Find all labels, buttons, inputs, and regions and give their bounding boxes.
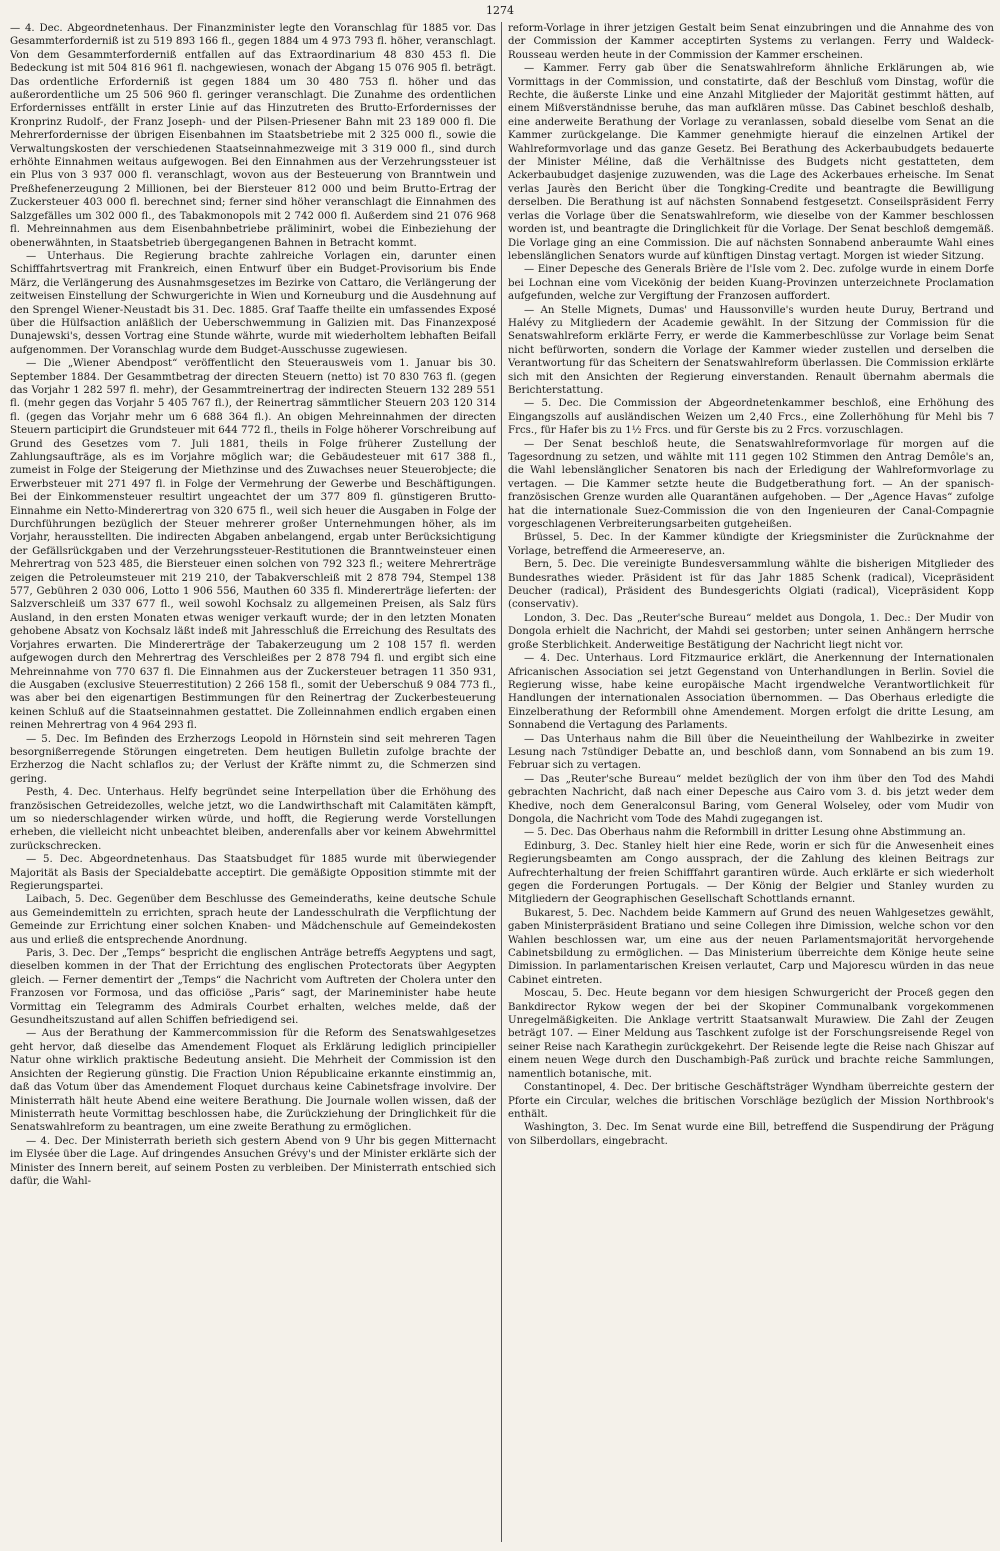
news-paragraph: Bern, 5. Dec. Die vereinigte Bundesversammlung wählte die bisherigen Mitglieder des Bundesrathes wieder. Präsident ist für das Jahr 1885 Schenk (radical), Vicepräsident Deucher (radical), Präsident des Bundesgerichts Olgiati (radical), Vicepräsident Kopp (conservativ). (508, 559, 994, 611)
news-paragraph: Laibach, 5. Dec. Gegenüber dem Beschlusse des Gemeinderaths, keine deutsche Schule aus Gemeindemitteln zu errichten, sprach heute der Landesschulrath die Verpflichtung der Gemeinde zur Errichtung einer solchen Knaben- und Mädchenschule auf Gemeindekosten aus und erließ die entsprechende Anordnung. (10, 894, 496, 946)
news-paragraph: — 5. Dec. Das Oberhaus nahm die Reformbill in dritter Lesung ohne Abstimmung an. (524, 827, 966, 839)
news-paragraph: London, 3. Dec. Das „Reuter'sche Bureau“ meldet aus Dongola, 1. Dec.: Der Mudir von Dongola erhielt die Nachricht, der Mahdi sei gestorben; unter seinen Anhängern herrsche große Sterblichkeit. Anderweitige Bestätigung der Nachricht liegt nicht vor. (508, 612, 994, 651)
news-paragraph: — 5. Dec. Abgeordnetenhaus. Das Staatsbudget für 1885 wurde mit überwiegender Majorität als Basis der Specialdebatte acceptirt. Die gemäßigte Opposition stimmte mit der Regierungspartei. (10, 854, 496, 892)
news-paragraph: Pesth, 4. Dec. Unterhaus. Helfy begründet seine Interpellation über die Erhöhung des französischen Getreidezolles, welche jetzt, wo die Landwirthschaft mit Calamitäten kämpft, um so niederschlagender wirken würde, und hofft, die Regierung werde Vorstellungen erheben, die vielleicht nicht unbeachtet bleiben, anderenfalls aber vor keinem Abwehrmittel zurückschrecken. (10, 787, 496, 852)
right-column (508, 22, 994, 1542)
news-paragraph: Paris, 3. Dec. Der „Temps“ bespricht die englischen Anträge betreffs Aegyptens und sagt, dieselben kommen in der That der Errichtung des englischen Protectorats über Aegypten gleich. — Ferner dementirt der „Temps“ die Nachricht vom Auftreten der Cholera unter den Franzosen vor Formosa, und das officiöse „Paris“ sagt, der Marineminister habe heute Vormittag ein Telegramm des Admirals Courbet erhalten, welches melde, daß der Gesundheitszustand auf allen Schiffen befriedigend sei. (10, 948, 496, 1027)
news-paragraph: — Die „Wiener Abendpost“ veröffentlicht den Steuerausweis vom 1. Januar bis 30. September 1884. Der Gesammtbetrag der directen Steuern (netto) ist 70 830 763 fl. (gegen das Vorjahr 1 282 597 fl. mehr), der Gesammtreinertrag der indirecten Steuern 132 289 551 fl. (mehr gegen das Vorjahr 5 405 767 fl.), der Reinertrag sämmtlicher Steuern 203 120 314 fl. (gegen das Vorjahr mehr um 6 688 364 fl.). An obigen Mehreinnahmen der directen Steuern participirt die Grundsteuer mit 644 772 fl., theils in Folge höherer Vorschreibung auf Grund des Gesetzes vom 7. Juli 1881, theils in Folge früherer Zustellung der Zahlungsaufträge, als es im Vorjahre möglich war; die Gebäudesteuer mit 617 388 fl., zumeist in Folge der Steigerung der Miethzinse und des Zuwachses neuer Steuerobjecte; die Erwerbsteuer mit 271 497 fl. in Folge der Vermehrung der Gewerbe und Beschäftigungen. Bei der Einkommensteuer resultirt ungeachtet der um 377 809 fl. günstigeren Brutto-Einnahme ein Netto-Minderertrag von 320 675 fl., weil sich heuer die Ausgaben in Folge der Durchführungen bezüglich der Steuer mehrerer großer Unternehmungen höher, als im Vorjahr, herausstellten. Die indirecten Abgaben anbelangend, ergab unter Berücksichtigung der Gefällsrückgaben und der Verzehrungssteuer-Restitutionen die Branntweinsteuer einen Mehrertrag von 523 485, die Biersteuer einen solchen von 792 323 fl.; weitere Mehrerträge zeigen die Petroleumsteuer mit 219 210, der Tabakverschleiß mit 2 878 794, Stempel 138 577, Gebühren 2 030 006, Lotto 1 906 556, Mauthen 60 335 fl. Mindererträge lieferten: der Salzverschleiß um 337 677 fl., weil sowohl Kochsalz zu allgemeinen Preisen, als Salz fürs Ausland, in den ersten Monaten etwas weniger verkauft wurde; der in den letzten Monaten gehobene Absatz von Kochsalz läßt indeß mit Jahresschluß die Erreichung des Resultats des Vorjahres erwarten. Die Mindererträge der Tabakerzeugung um 2 108 157 fl. werden aufgewogen durch den Mehrertrag des Verschleißes per 2 878 794 fl. und ergibt sich eine Mehreinnahme von 770 637 fl. Die Einnahmen aus der Zuckersteuer betragen 11 350 931, die Ausgaben (exclusive Steuerrestitution) 2 266 158 fl., somit der Ueberschuß 9 084 773 fl., was aber bei den eigenartigen Bestimmungen für den Reinertrag der Zuckerbesteuerung keinen Schluß auf die Staatseinnahmen gestattet. Die Zolleinnahmen endlich ergaben einen reinen Mehrertrag von 4 964 293 fl. (10, 358, 496, 732)
news-paragraph: — 4. Dec. Unterhaus. Lord Fitzmaurice erklärt, die Anerkennung der Internationalen Africanischen Association sei jetzt Gegenstand von Unterhandlungen in Berlin. Soviel die Regierung wisse, habe keine europäische Macht irgendwelche Verantwortlichkeit für Handlungen der internationalen Association übernommen. — Das Oberhaus erledigte die Einzelberathung der Reformbill ohne Amendement. Morgen erfolgt die dritte Lesung, am Sonnabend die Vertagung des Parlaments. (508, 653, 994, 732)
news-paragraph: Constantinopel, 4. Dec. Der britische Geschäftsträger Wyndham überreichte gestern der Pforte ein Circular, welches die britischen Vorschläge bezüglich der Mission Northbrook's enthält. (508, 1082, 994, 1120)
news-paragraph: — Das Unterhaus nahm die Bill über die Neueintheilung der Wahlbezirke in zweiter Lesung nach 7stündiger Debatte an, und beschloß dann, vom Sonnabend an bis zum 19. Februar sich zu vertagen. (508, 733, 994, 772)
news-paragraph: Bukarest, 5. Dec. Nachdem beide Kammern auf Grund des neuen Wahlgesetzes gewählt, gaben Ministerpräsident Bratiano und seine Collegen ihre Dimission, welche schon vor den Wahlen beschlossen war, um eine aus der neuen Parlamentsmajorität hervorgehende Cabinetsbildung zu ermöglichen. — Das Ministerium überreichte dem Könige heute seine Dimission. In parlamentarischen Kreisen verlautet, Carp und Majorescu würden in das neue Cabinet eintreten. (508, 907, 994, 986)
news-paragraph: — 4. Dec. Der Ministerrath berieth sich gestern Abend von 9 Uhr bis gegen Mitternacht im Elysée über die Lage. Auf dringendes Ansuchen Grévy's und der Minister erklärte sich der Minister des Innern bereit, auf seinem Posten zu verbleiben. Der Ministerrath entschied sich dafür, die Wahl- (10, 1135, 496, 1187)
news-paragraph: — Kammer. Ferry gab über die Senatswahlreform ähnliche Erklärungen ab, wie Vormittags in der Commission, und constatirte, daß der Beschluß vom Dinstag, wofür die Rechte, die äußerste Linke und eine Anzahl Mitglieder der Majorität gestimmt hätten, auf einem Mißverständnisse beruhe, das man aufklären müsse. Das Cabinet beschloß deshalb, eine anderweite Berathung der Vorlage zu veranlassen, sobald dieselbe vom Senat an die Kammer zurückgelange. Die Kammer genehmigte hierauf die einzelnen Artikel der Wahlreformvorlage und das ganze Gesetz. Bei Berathung des Ackerbaubudgets bedauerte der Minister Méline, daß die Verhältnisse des Budgets nicht gestatteten, dem Ackerbaubudget dasjenige zuzuwenden, was die Lage des Ackerbaues erheische. Im Senat verlas Jaurès den Bericht über die Tongking-Credite und beantragte die Bewilligung derselben. Die Berathung ist auf nächsten Sonnabend festgesetzt. Conseilspräsident Ferry verlas die Vorlage über die Senatswahlreform, wie dieselbe von der Kammer beschlossen worden ist, und beantragte die Dringlichkeit für die Vorlage. Der Senat beschloß demgemäß. Die Vorlage ging an eine Commission. Die auf nächsten Sonnabend anberaumte Wahl eines lebenslänglichen Senators wurde auf künftigen Dinstag vertagt. Morgen ist wieder Sitzung. (508, 63, 994, 262)
page-number: 1274 (486, 4, 514, 17)
news-paragraph: — Einer Depesche des Generals Brière de l'Isle vom 2. Dec. zufolge wurde in einem Dorfe bei Lochnan eine vom Vicekönig der beiden Kuang-Provinzen unterzeichnete Proclamation aufgefunden, welche zur Vergiftung der Franzosen auffordert. (508, 264, 994, 303)
news-paragraph: — 5. Dec. Die Commission der Abgeordnetenkammer beschloß, eine Erhöhung des Eingangszolls auf ausländischen Weizen um 2,40 Frcs., eine Zollerhöhung für Mehl bis 7 Frcs., für Hafer bis zu 1½ Frcs. und für Gerste bis zu 2 Frcs. vorzuschlagen. (508, 398, 994, 437)
news-paragraph: Washington, 3. Dec. Im Senat wurde eine Bill, betreffend die Suspendirung der Prägung von Silberdollars, eingebracht. (508, 1122, 994, 1147)
column-divider (501, 22, 502, 1542)
news-paragraph: — Das „Reuter'sche Bureau“ meldet bezüglich der von ihm über den Tod des Mahdi gebrachten Nachricht, daß nach einer Depesche aus Cairo vom 3. d. bis jetzt weder dem Khedive, noch dem Generalconsul Baring, vom General Wolseley, oder vom Mudir von Dongola, die Nachricht vom Tode des Mahdi zugegangen ist. (508, 773, 994, 825)
left-column (10, 22, 496, 1542)
news-paragraph: — 4. Dec. Abgeordnetenhaus. Der Finanzminister legte den Voranschlag für 1885 vor. Das Gesammterforderniß ist zu 519 893 166 fl., gegen 1884 um 4 973 793 fl. höher, veranschlagt. Von dem Gesammterforderniß entfallen auf das Extraordinarium 48 830 453 fl. Die Bedeckung ist mit 504 816 961 fl. nachgewiesen, wonach der Abgang 15 076 905 fl. beträgt. Das ordentliche Erforderniß ist gegen 1884 um 30 480 753 fl. höher und das außerordentliche um 25 506 960 fl. geringer veranschlagt. Die Zunahme des ordentlichen Erfordernisses entfällt in erster Linie auf das Hinzutreten des Brutto-Erfordernisses der Kronprinz Rudolf-, der Franz Joseph- und der Pilsen-Priesener Bahn mit 23 189 000 fl. Die Mehrerfordernisse der übrigen Eisenbahnen im Staatsbetriebe mit 2 325 000 fl., sowie die Verwaltungskosten der verschiedenen Staatseinnahmezweige mit 3 319 000 fl., sind durch erhöhte Einnahmen weitaus aufgewogen. Bei den Einnahmen aus der Verzehrungssteuer ist ein Plus von 3 937 000 fl. veranschlagt, wovon aus der Besteuerung von Branntwein und Preßhefenerzeugung 2 Millionen, bei der Biersteuer 812 000 und beim Brutto-Ertrag der Zuckersteuer 403 000 fl. berechnet sind; ferner sind höher veranschlagt die Einnahmen des Salzgefälles um 302 000 fl., des Tabakmonopols mit 2 742 000 fl. Außerdem sind 21 076 968 fl. Mehreinnahmen aus dem Eisenbahnbetriebe präliminirt, wobei die Einbeziehung der obenerwähnten, in Staatsbetrieb übergegangenen Bahnen in Betracht kommt. (10, 23, 496, 249)
news-paragraph: — An Stelle Mignets, Dumas' und Haussonville's wurden heute Duruy, Bertrand und Halévy zu Mitgliedern der Academie gewählt. In der Sitzung der Commission für die Senatswahlreform erklärte Ferry, er werde die Kammerbeschlüsse zur Vorlage beim Senat nicht befürworten, sondern die Vorlage der Kammer wieder zustellen und derselben die Verantwortung für das Scheitern der Senatswahlreform überlassen. Die Commission erklärte sich mit den Ansichten der Regierung einverstanden. Renault übernahm abermals die Berichterstattung. (508, 304, 994, 396)
news-paragraph: — Unterhaus. Die Regierung brachte zahlreiche Vorlagen ein, darunter einen Schifffahrtsvertrag mit Frankreich, einen Entwurf über ein Budget-Provisorium bis Ende März, die Verlängerung des Ausnahmsgesetzes im Bezirke von Cattaro, die Verlängerung der zeitweisen Einstellung der Schwurgerichte in Wien und Korneuburg und die Ausdehnung auf den Sprengel Wiener-Neustadt bis 31. Dec. 1885. Graf Taaffe theilte ein umfassendes Exposé über die Hülfsaction anläßlich der Ueberschwemmung in Galizien mit. Das Finanzexposé Dunajewski's, dessen Vortrag eine Stunde währte, wurde mit wiederholtem lebhaften Beifall aufgenommen. Der Voranschlag wurde dem Budget-Ausschusse zugewiesen. (10, 250, 496, 356)
news-paragraph: — 5. Dec. Im Befinden des Erzherzogs Leopold in Hörnstein sind seit mehreren Tagen besorgnißerregende Störungen eingetreten. Dem heutigen Bulletin zufolge brachte der Erzherzog die Nacht schlaflos zu; der Verlust der Kräfte nimmt zu, die Schmerzen sind gering. (10, 733, 496, 785)
news-paragraph: — Aus der Berathung der Kammercommission für die Reform des Senatswahlgesetzes geht hervor, daß dieselbe das Amendement Floquet als Erklärung lediglich principieller Natur ohne wirklich praktische Bedeutung ansieht. Die Mehrheit der Commission ist den Ansichten der Regierung günstig. Die Fraction Union Républicaine erkannte einstimmig an, daß das Votum über das Amendement Floquet durchaus keine Cabinetsfrage involvire. Der Ministerrath hält heute Abend eine weitere Berathung. Die Journale wollen wissen, daß der Ministerrath heute Vormittag beschlossen habe, die Zurückziehung der Dringlichkeit für die Senatswahlreform zu beantragen, um eine zweite Berathung zu ermöglichen. (10, 1028, 496, 1134)
news-paragraph: — Der Senat beschloß heute, die Senatswahlreformvorlage für morgen auf die Tagesordnung zu setzen, und wählte mit 111 gegen 102 Stimmen den Antrag Demôle's an, die Wahl lebenslänglicher Senatoren bis nach der Erledigung der Wahlreformvorlage zu vertagen. — Die Kammer setzte heute die Budgetberathung fort. — An der spanisch-französischen Grenze wurden alle Quarantänen aufgehoben. — Der „Agence Havas“ zufolge hat die internationale Suez-Commission die von den Ingenieuren der Canal-Compagnie vorgeschlagenen Verbreiterungsarbeiten gutgeheißen. (508, 438, 994, 531)
news-paragraph: Moscau, 5. Dec. Heute begann vor dem hiesigen Schwurgericht der Proceß gegen den Bankdirector Rykow wegen der bei der Skopiner Communalbank vorgekommenen Unregelmäßigkeiten. Die Anklage vertritt Staatsanwalt Murawiew. Die Zahl der Zeugen beträgt 107. — Einer Meldung aus Taschkent zufolge ist der Forschungsreisende Regel von seiner Reise nach Karathegin zurückgekehrt. Der Reisende legte die Reise nach Ghiszar auf einem neuen Wege durch den Duschambigh-Paß zurück und brachte reiche Sammlungen, namentlich botanische, mit. (508, 988, 994, 1080)
news-paragraph: Brüssel, 5. Dec. In der Kammer kündigte der Kriegsminister die Zurücknahme der Vorlage, betreffend die Armeereserve, an. (508, 532, 994, 557)
news-paragraph: reform-Vorlage in ihrer jetzigen Gestalt beim Senat einzubringen und die Annahme des von der Commission der Kammer acceptirten Systems zu verlangen. Ferry und Waldeck-Rousseau werden heute in der Commission der Kammer erscheinen. (508, 23, 994, 61)
news-paragraph: Edinburg, 3. Dec. Stanley hielt hier eine Rede, worin er sich für die Anwesenheit eines Regierungsbeamten am Congo aussprach, der die Zahlung des kleinen Beitrags zur Aufrechterhaltung der freien Schifffahrt garantiren würde. Auch erklärte er sich wiederholt gegen die Forderungen Portugals. — Der König der Belgier und Stanley wurden zu Mitgliedern der Geographischen Gesellschaft Schottlands ernannt. (508, 840, 994, 906)
